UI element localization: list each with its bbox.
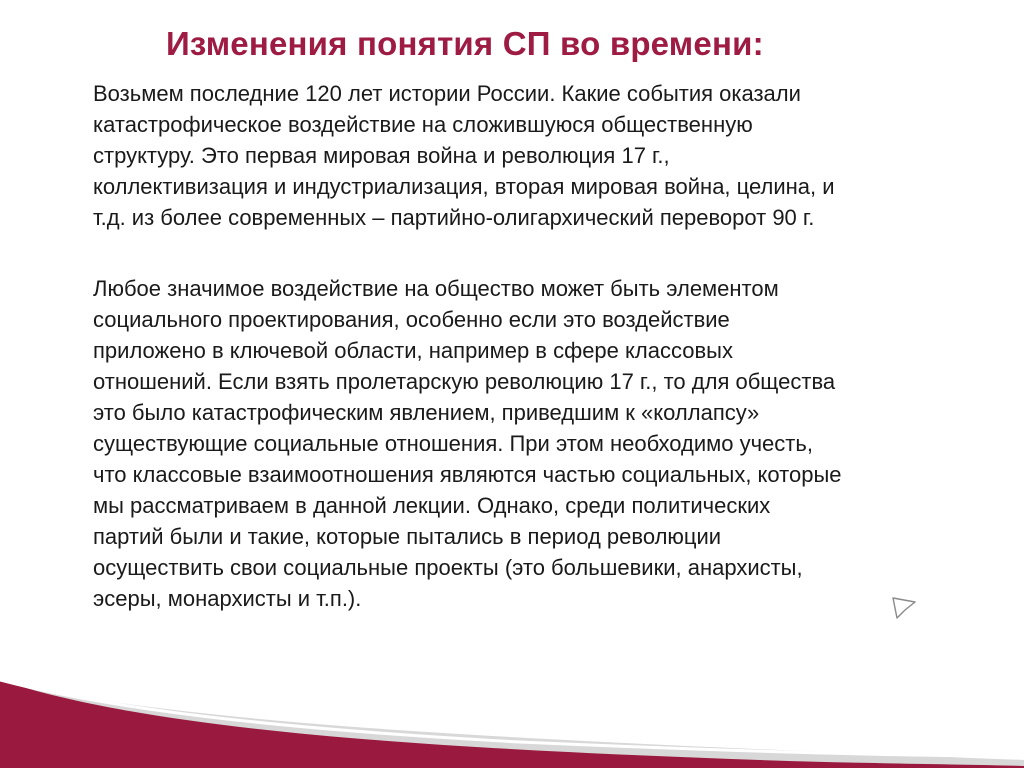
paragraph-line: эсеры, монархисты и т.п.).	[93, 586, 362, 611]
paragraph-line: это было катастрофическим явлением, приведшим к «коллапсу»	[93, 400, 760, 425]
paragraph-line: коллективизация и индустриализация, вторая мировая война, целина, и	[93, 174, 835, 199]
paragraph-line: социального проектирования, особенно если это воздействие	[93, 307, 730, 332]
page-corner-icon	[891, 596, 917, 620]
paragraph-line: т.д. из более современных – партийно-олигархический переворот 90 г.	[93, 205, 815, 230]
paragraph-line: существующие социальные отношения. При этом необходимо учесть,	[93, 431, 813, 456]
paragraph-line: партий были и такие, которые пытались в период революции	[93, 524, 722, 549]
bottom-wave-decoration	[0, 640, 1024, 768]
slide-title: Изменения понятия СП во времени:	[166, 25, 764, 62]
paragraph-1	[93, 78, 973, 233]
paragraph-line: структуру. Это первая мировая война и революция 17 г.,	[93, 143, 670, 168]
paragraph-line: отношений. Если взять пролетарскую революцию 17 г., то для общества	[93, 369, 836, 394]
paragraph-line: Любое значимое воздействие на общество может быть элементом	[93, 276, 779, 301]
paragraph-line: что классовые взаимоотношения являются частью социальных, которые	[93, 462, 842, 487]
paragraph-line: катастрофическое воздействие на сложившуюся общественную	[93, 112, 753, 137]
paragraph-2	[93, 273, 973, 614]
paragraph-line: Возьмем последние 120 лет истории России. Какие события оказали	[93, 81, 801, 106]
paragraph-line: приложено в ключевой области, например в сфере классовых	[93, 338, 733, 363]
slide-body	[93, 78, 973, 614]
paragraph-line: мы рассматриваем в данной лекции. Однако, среди политических	[93, 493, 771, 518]
paragraph-line: осуществить свои социальные проекты (это большевики, анархисты,	[93, 555, 803, 580]
